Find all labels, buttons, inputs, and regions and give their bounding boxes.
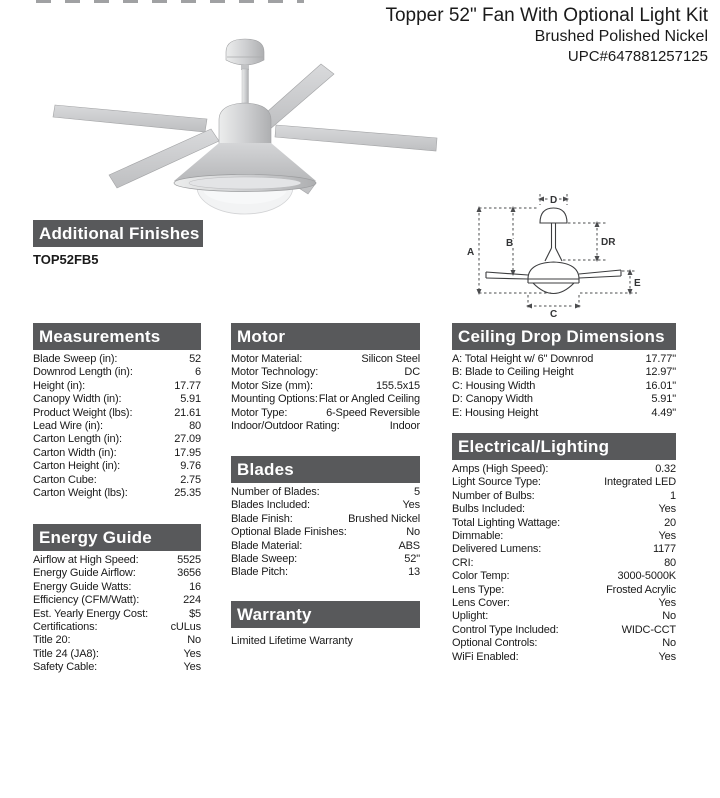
spec-value: Yes xyxy=(183,661,201,674)
diagram-label-b: B xyxy=(506,238,514,249)
spec-value: Yes xyxy=(658,530,676,543)
spec-value: 20 xyxy=(664,516,676,529)
spec-value: 6-Speed Reversible xyxy=(326,406,420,419)
clipped-logo-remnant xyxy=(36,0,304,3)
spec-label: Blade Pitch: xyxy=(231,566,288,579)
energy-guide-header: Energy Guide xyxy=(33,524,201,551)
motor-rows xyxy=(231,353,420,433)
spec-value: 3000-5000K xyxy=(617,570,676,583)
spec-value: 80 xyxy=(189,420,201,433)
spec-row xyxy=(231,540,420,553)
spec-label: Product Weight (lbs): xyxy=(33,406,133,419)
spec-value: 17.77 xyxy=(174,379,201,392)
spec-label: Mounting Options: xyxy=(231,393,318,406)
spec-label: Certifications: xyxy=(33,621,98,634)
spec-value: Yes xyxy=(658,650,676,663)
spec-value: 25.35 xyxy=(174,487,201,500)
spec-row xyxy=(452,380,676,393)
section-measurements xyxy=(33,323,201,500)
spec-label: Motor Material: xyxy=(231,353,303,365)
spec-label: Total Lighting Wattage: xyxy=(452,516,561,529)
spec-row xyxy=(231,353,420,366)
spec-row xyxy=(452,651,676,664)
spec-row xyxy=(231,366,420,379)
spec-value: $5 xyxy=(189,607,201,620)
spec-value: 52" xyxy=(404,553,420,566)
spec-value: 5.91" xyxy=(651,393,676,406)
spec-row xyxy=(452,530,676,543)
spec-label: Carton Height (in): xyxy=(33,460,121,473)
spec-row xyxy=(231,566,420,579)
diagram-label-dr: DR xyxy=(601,237,616,248)
spec-label: Lead Wire (in): xyxy=(33,420,103,433)
spec-value: 17.95 xyxy=(174,446,201,459)
spec-label: Bulbs Included: xyxy=(452,503,525,516)
spec-value: 0.32 xyxy=(655,463,676,475)
spec-value: Yes xyxy=(183,647,201,660)
spec-label: Amps (High Speed): xyxy=(452,463,549,475)
spec-row xyxy=(452,517,676,530)
spec-label: Uplight: xyxy=(452,610,489,623)
spec-label: Carton Width (in): xyxy=(33,446,117,459)
spec-value: 1 xyxy=(670,489,676,502)
spec-value: DC xyxy=(404,366,420,379)
spec-row xyxy=(33,621,201,634)
spec-row xyxy=(33,581,201,594)
spec-row xyxy=(33,353,201,366)
spec-value: No xyxy=(187,634,201,647)
upc-code: UPC#647881257125 xyxy=(567,48,708,65)
finish-name: Brushed Polished Nickel xyxy=(534,28,708,45)
spec-value: 16.01" xyxy=(645,379,676,392)
model-code: TOP52FB5 xyxy=(33,252,99,267)
spec-row xyxy=(33,487,201,500)
warranty-text: Limited Lifetime Warranty xyxy=(231,635,353,647)
spec-label: Blade Material: xyxy=(231,539,303,552)
spec-value: Brushed Nickel xyxy=(348,512,420,525)
spec-label: A: Total Height w/ 6" Downrod xyxy=(452,353,594,365)
spec-row xyxy=(452,366,676,379)
spec-label: Energy Guide Airflow: xyxy=(33,567,136,580)
spec-row xyxy=(452,597,676,610)
spec-row xyxy=(452,503,676,516)
spec-row xyxy=(231,407,420,420)
spec-value: 13 xyxy=(408,566,420,579)
spec-value: Integrated LED xyxy=(604,476,676,489)
page-title: Topper 52" Fan With Optional Light Kit xyxy=(385,5,708,26)
spec-row xyxy=(33,474,201,487)
spec-row xyxy=(33,420,201,433)
spec-value: 16 xyxy=(189,580,201,593)
spec-row xyxy=(452,476,676,489)
spec-row xyxy=(33,554,201,567)
spec-value: ABS xyxy=(398,539,420,552)
spec-value: 27.09 xyxy=(174,433,201,446)
spec-value: cULus xyxy=(170,621,201,634)
spec-value: 52 xyxy=(189,353,201,365)
spec-row xyxy=(452,407,676,420)
spec-label: Canopy Width (in): xyxy=(33,393,122,406)
spec-row xyxy=(33,608,201,621)
spec-row xyxy=(33,393,201,406)
spec-row xyxy=(33,407,201,420)
spec-value: 4.49" xyxy=(651,406,676,419)
spec-label: Motor Size (mm): xyxy=(231,379,313,392)
spec-row xyxy=(452,463,676,476)
spec-label: Airflow at High Speed: xyxy=(33,554,139,566)
spec-label: B: Blade to Ceiling Height xyxy=(452,366,574,379)
spec-label: Optional Controls: xyxy=(452,637,538,650)
electrical-header: Electrical/Lighting xyxy=(452,433,676,460)
spec-row xyxy=(231,553,420,566)
fan-canopy xyxy=(226,39,264,65)
spec-label: Delivered Lumens: xyxy=(452,543,542,556)
spec-label: Title 24 (JA8): xyxy=(33,647,99,660)
spec-label: Energy Guide Watts: xyxy=(33,580,132,593)
spec-label: Efficiency (CFM/Watt): xyxy=(33,594,140,607)
spec-value: 21.61 xyxy=(174,406,201,419)
section-ceiling-drop xyxy=(452,323,676,420)
spec-label: Carton Length (in): xyxy=(33,433,122,446)
section-electrical xyxy=(452,433,676,664)
spec-row xyxy=(452,393,676,406)
spec-label: Downrod Length (in): xyxy=(33,366,133,379)
spec-row xyxy=(231,486,420,499)
spec-row xyxy=(452,557,676,570)
spec-row xyxy=(452,490,676,503)
spec-row xyxy=(231,513,420,526)
section-blades xyxy=(231,456,420,580)
spec-value: Yes xyxy=(658,597,676,610)
ceiling-drop-header: Ceiling Drop Dimensions xyxy=(452,323,676,350)
spec-value: 3656 xyxy=(177,567,201,580)
spec-label: D: Canopy Width xyxy=(452,393,533,406)
spec-label: Safety Cable: xyxy=(33,661,98,674)
diagram-label-d: D xyxy=(550,195,558,206)
spec-label: Blade Sweep: xyxy=(231,553,298,566)
section-motor xyxy=(231,323,420,433)
spec-row xyxy=(452,570,676,583)
fan-blade xyxy=(53,105,207,132)
spec-label: Height (in): xyxy=(33,379,85,392)
spec-row xyxy=(452,624,676,637)
spec-row xyxy=(231,499,420,512)
measurements-header: Measurements xyxy=(33,323,201,350)
spec-value: No xyxy=(406,526,420,539)
spec-row xyxy=(33,433,201,446)
spec-value: 9.76 xyxy=(180,460,201,473)
measurements-rows xyxy=(33,353,201,500)
fan-motor-housing xyxy=(219,103,271,145)
electrical-rows xyxy=(452,463,676,664)
spec-value: 5525 xyxy=(177,554,201,566)
spec-row xyxy=(33,648,201,661)
spec-value: No xyxy=(662,610,676,623)
diagram-label-c: C xyxy=(550,309,558,318)
spec-label: Dimmable: xyxy=(452,530,504,543)
fan-blade xyxy=(275,125,437,151)
spec-label: Blade Finish: xyxy=(231,512,293,525)
blades-rows xyxy=(231,486,420,580)
spec-row xyxy=(33,460,201,473)
spec-label: Motor Technology: xyxy=(231,366,319,379)
spec-value: 2.75 xyxy=(180,473,201,486)
spec-row xyxy=(231,420,420,433)
spec-row xyxy=(33,661,201,674)
spec-value: 5.91 xyxy=(180,393,201,406)
spec-label: Number of Bulbs: xyxy=(452,489,535,502)
spec-value: 1177 xyxy=(652,543,676,556)
spec-value: Flat or Angled Ceiling xyxy=(318,393,420,406)
fan-product-image xyxy=(45,8,445,218)
spec-value: 80 xyxy=(664,556,676,569)
spec-value: 224 xyxy=(183,594,201,607)
spec-label: Control Type Included: xyxy=(452,623,559,636)
spec-row xyxy=(452,543,676,556)
spec-label: Carton Weight (lbs): xyxy=(33,487,128,500)
spec-row xyxy=(33,594,201,607)
ceiling-drop-rows xyxy=(452,353,676,420)
energy-guide-rows xyxy=(33,554,201,675)
spec-row xyxy=(452,584,676,597)
spec-row xyxy=(452,353,676,366)
spec-label: CRI: xyxy=(452,556,474,569)
spec-label: Title 20: xyxy=(33,634,71,647)
spec-value: 5 xyxy=(414,486,420,498)
spec-row xyxy=(33,380,201,393)
spec-row xyxy=(33,447,201,460)
additional-finishes-header: Additional Finishes xyxy=(33,220,203,247)
spec-value: Frosted Acrylic xyxy=(606,583,676,596)
spec-value: Silicon Steel xyxy=(361,353,420,365)
spec-row xyxy=(231,393,420,406)
section-energy-guide xyxy=(33,524,201,675)
spec-label: Blades Included: xyxy=(231,499,310,512)
spec-value: Indoor xyxy=(389,420,420,433)
spec-label: WiFi Enabled: xyxy=(452,650,519,663)
section-warranty xyxy=(231,601,420,648)
ceiling-drop-diagram xyxy=(458,186,648,318)
spec-value: 17.77" xyxy=(645,353,676,365)
spec-row xyxy=(33,634,201,647)
spec-value: No xyxy=(662,637,676,650)
spec-row xyxy=(33,567,201,580)
spec-value: WIDC-CCT xyxy=(621,623,676,636)
warranty-header: Warranty xyxy=(231,601,420,628)
spec-label: Motor Type: xyxy=(231,406,288,419)
motor-header: Motor xyxy=(231,323,420,350)
spec-label: Color Temp: xyxy=(452,570,510,583)
spec-label: Blade Sweep (in): xyxy=(33,353,118,365)
spec-value: 155.5x15 xyxy=(375,379,420,392)
spec-label: Indoor/Outdoor Rating: xyxy=(231,420,340,433)
spec-label: Light Source Type: xyxy=(452,476,541,489)
spec-label: Lens Cover: xyxy=(452,597,510,610)
spec-value: 6 xyxy=(195,366,201,379)
spec-label: Carton Cube: xyxy=(33,473,97,486)
diagram-label-e: E xyxy=(634,278,641,289)
spec-value: 12.97" xyxy=(645,366,676,379)
spec-label: Optional Blade Finishes: xyxy=(231,526,347,539)
spec-row xyxy=(452,610,676,623)
spec-row xyxy=(231,526,420,539)
spec-label: Lens Type: xyxy=(452,583,505,596)
diagram-label-a: A xyxy=(467,247,475,258)
spec-label: C: Housing Width xyxy=(452,379,536,392)
spec-label: E: Housing Height xyxy=(452,406,539,419)
spec-row xyxy=(33,366,201,379)
spec-row xyxy=(452,637,676,650)
spec-label: Est. Yearly Energy Cost: xyxy=(33,607,149,620)
spec-row xyxy=(231,380,420,393)
spec-value: Yes xyxy=(402,499,420,512)
blades-header: Blades xyxy=(231,456,420,483)
spec-value: Yes xyxy=(658,503,676,516)
spec-label: Number of Blades: xyxy=(231,486,320,498)
